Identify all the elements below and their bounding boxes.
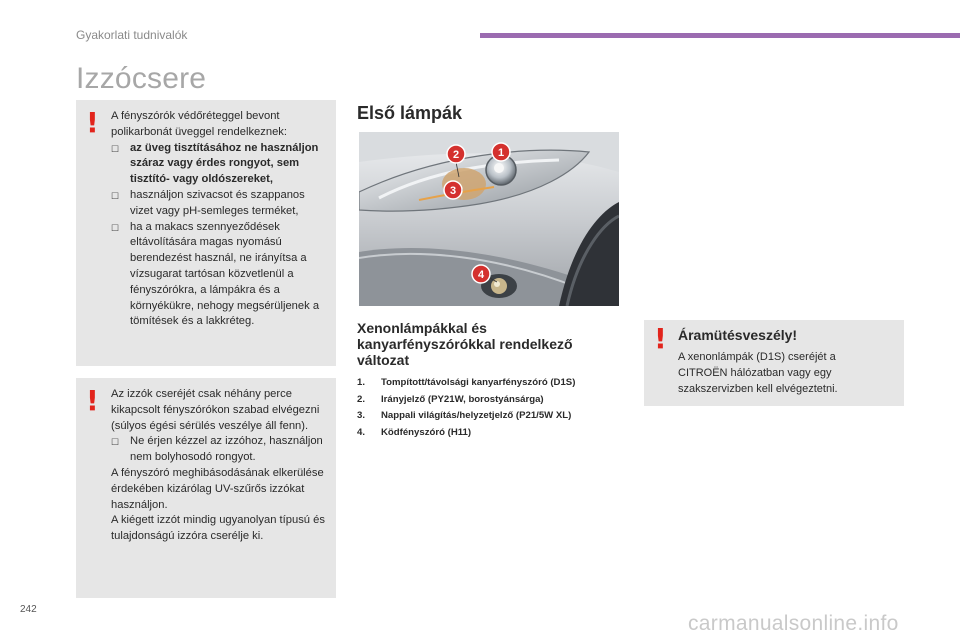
list-item-text: Nappali világítás/helyzetjelző (P21/5W XL)	[381, 410, 572, 422]
callout-marker-3	[444, 181, 462, 199]
list-item-number: 1.	[357, 377, 366, 388]
warning-paragraph: A kiégett izzót mindig ugyanolyan típusú és tulajdonságú izzóra cserélje ki.	[111, 514, 325, 543]
callout-label-4: 4	[477, 269, 485, 281]
list-item-text: Ködfényszóró (H11)	[381, 426, 472, 438]
checkbox-bullet-icon: ☐	[111, 190, 120, 201]
callout-marker-1	[492, 143, 510, 161]
callout-marker-2	[447, 145, 465, 163]
shock-warning-heading: Áramütésveszély!	[678, 327, 798, 343]
header-accent-bar	[480, 33, 960, 38]
callout-label-1: 1	[497, 147, 505, 159]
checkbox-bullet-icon: ☐	[111, 437, 120, 448]
list-item-number: 3.	[357, 410, 366, 422]
callout-label-2: 2	[452, 149, 460, 161]
page-number: 242	[20, 604, 37, 615]
page-title: Izzócsere	[76, 62, 207, 95]
watermark: carmanualsonline.info	[688, 612, 899, 635]
list-item-text: Irányjelző (PY21W, borostyánsárga)	[381, 393, 544, 405]
warning-item: Ne érjen kézzel az izzóhoz, használjon nem bolyhosodó rongyot.	[130, 435, 323, 464]
xenon-version-heading: Xenonlámpákkal és kanyarfényszórókkal rendelkező változat	[357, 320, 573, 368]
warning-box-polycarbonate	[76, 100, 336, 366]
section-label: Gyakorlati tudnivalók	[76, 28, 188, 42]
list-item-text: Tompított/távolsági kanyarfényszóró (D1S)	[381, 377, 576, 388]
list-item	[357, 408, 637, 425]
headlamp-photo	[359, 132, 619, 306]
checkbox-bullet-icon: ☐	[111, 222, 120, 233]
warning-icon: !	[654, 322, 667, 355]
warning-paragraph: Az izzók cseréjét csak néhány perce kikapcsolt fényszórókon szabad elvégezni (súlyos égési sérülés veszélye áll fenn).	[111, 388, 320, 432]
warning-paragraph: A fényszóró meghibásodásának elkerülése érdekében kizárólag UV-szűrős izzókat használjon.	[111, 466, 324, 511]
callout-label-3: 3	[449, 185, 457, 197]
warning-icon: !	[86, 384, 99, 417]
warning-item: az üveg tisztításához ne használjon száraz vagy érdes rongyot, sem tisztító- vagy oldószereket,	[130, 141, 319, 186]
shock-warning-text: A xenonlámpák (D1S) cseréjét a CITROËN hálózatban vagy egy szakszervizben kell elvégeztetni.	[678, 351, 838, 395]
warning-icon: !	[86, 106, 99, 139]
list-item-number: 4.	[357, 426, 366, 438]
warning-box-bulb-handling	[76, 378, 336, 598]
list-item	[357, 375, 637, 392]
car-front-illustration	[359, 132, 619, 306]
warning-item: ha a makacs szennyeződések eltávolítására magas nyomású berendezést használ, ne irányítsa a vízsugarat tartósan közvetlenül a fényszórókra, a lámpákra és a környékükre, nehogy megsérüljenek a tömítések és a lakkréteg.	[130, 220, 320, 328]
front-lamps-heading: Első lámpák	[357, 103, 463, 123]
callout-marker-4	[472, 265, 490, 283]
list-item-number: 2.	[357, 393, 366, 405]
warning-item: használjon szivacsot és szappanos vizet vagy pH-semleges terméket,	[130, 188, 305, 217]
warning-intro: A fényszórók védőréteggel bevont polikarbonát üveggel rendelkeznek:	[111, 110, 288, 138]
list-item	[357, 392, 637, 409]
lamp-list	[357, 375, 637, 441]
checkbox-bullet-icon: ☐	[111, 143, 120, 154]
list-item	[357, 425, 637, 442]
